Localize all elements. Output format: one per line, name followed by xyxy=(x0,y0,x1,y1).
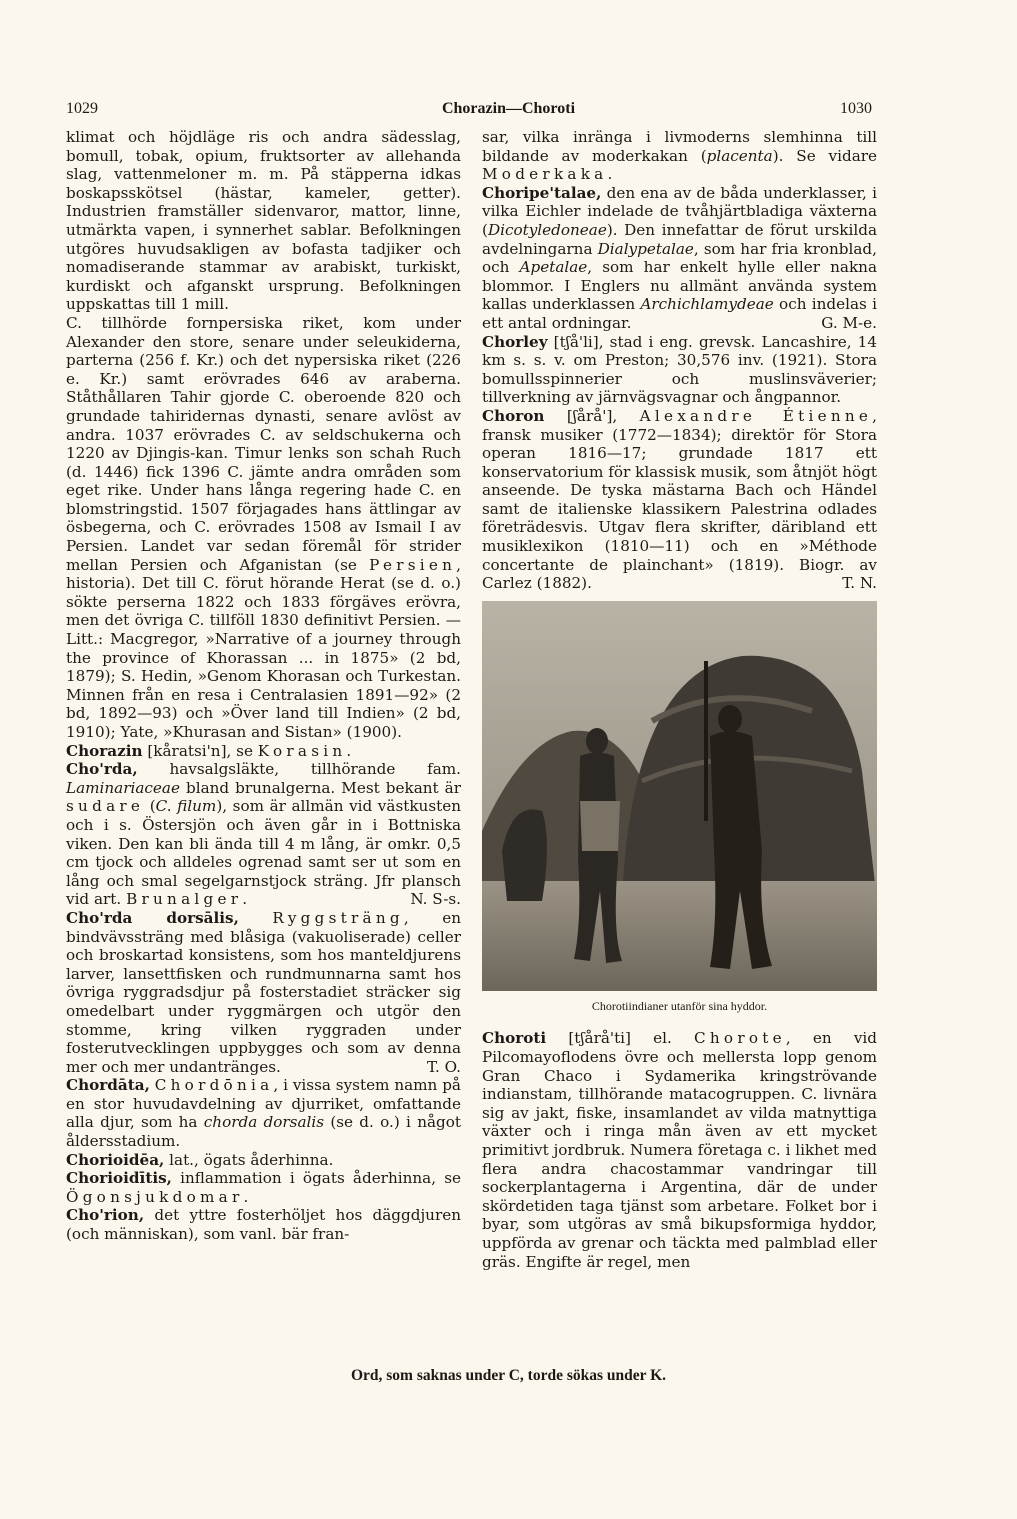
entry-headword: Chorioidītis, xyxy=(66,1169,172,1188)
cross-reference: Moderkaka xyxy=(482,165,608,184)
entry-headword: Cho'rion, xyxy=(66,1206,145,1225)
entry-choroti: Choroti [tʃårå'ti] el. Chorote, en vid Pilcomayoflodens övre och mellersta lopp genom Gran Chaco i Sydamerika kringströvande indianstam, tillhörande matacogruppen. C. livnära sig av jakt, fiske, insamlandet av vilda matnyttiga växter och i ringa mån även av ett mycket primitivt jordbruk. Numera företaga c. i likhet med flera andra chacostammar vandringar till sockerplantagerna i Argentina, där de under skördetiden taga tjänst som arbetare. Folket bor i byar, som utgöras av små bikupsformiga hyddor, uppförda av grenar och täckta med palmblad eller gräs. Engifte är regel, men xyxy=(482,1029,877,1271)
page-footer-note: Ord, som saknas under C, torde sökas under K. xyxy=(350,1367,667,1384)
cross-reference: Ögonsjukdomar xyxy=(66,1187,244,1206)
entry-headword: Cho'rda dorsālis, xyxy=(66,908,239,927)
entry-headword: Choroti xyxy=(482,1029,547,1048)
entry-chorda-dorsalis: Cho'rda dorsālis, Ryggsträng, en bindvävssträng med blåsiga (vakuoliserade) celler och broskartad konsistens, som hos manteldjurens larver, lansettfisken och rundmunnarna samt hos övriga ryggradsdjur på fosterstadiet sträcker sig omedelbart under ryggmärgen och utgör den stomme, kring vilken ryggraden under fosterutvecklingen uppbygges och som av denna mer och mer undantränges. T. O. xyxy=(66,908,461,1076)
author-signature: T. N. xyxy=(842,574,877,593)
entry-chorda: Cho'rda, havsalgsläkte, tillhörande fam. Laminariaceae bland brunalgerna. Mest bekant är sudare (C. filum), som är allmän vid västkusten och i s. Östersjön och även går in i Bottniska viken. Den kan bli ända till 4 m lång, är omkr. 0,5 cm tjock och alldeles ogrenad samt ser ut som en lång och smal segelgarnstjock sträng. Jfr plansch vid art. Brunalger. N. S-s. xyxy=(66,760,461,909)
page-number-left: 1029 xyxy=(66,100,98,117)
photograph-choroti-huts xyxy=(482,601,877,991)
cross-reference: Brunalger xyxy=(126,890,243,909)
page-number-right: 1030 xyxy=(840,100,872,117)
entry-chorley: Chorley [tʃå'li], stad i eng. grevsk. Lancashire, 14 km s. s. v. om Preston; 30,576 inv. (1921). Stora bomullsspinnerier och muslinsväverier; tillverkning av järnvägsvagnar och ångpannor. xyxy=(482,332,877,407)
entry-choron: Choron [ʃårå'], Alexandre Étienne, fransk musiker (1772—1834); direktör för Stora operan 1816—17; grundade 1817 ett konservatorium för klassisk musik, som åtnjöt högt anseende. De tyska mästarna Bach och Händel samt de italienske klassikern Palestrina odlades företrädesvis. Utgav flera skrifter, däribland ett musiklexikon (1810—11) och en »Méthode concertante de plainchant» (1819). Biogr. av Carlez (1882). T. N. xyxy=(482,406,877,593)
entry-headword: Chorioidēa, xyxy=(66,1150,165,1169)
right-column xyxy=(482,128,877,1271)
entry-chorazin: Chorazin [kåratsi'n], se Korasin. xyxy=(66,741,352,760)
running-title: Chorazin—Choroti xyxy=(441,100,576,117)
entry-headword: Cho'rda, xyxy=(66,760,138,779)
entry-chorioiditis: Chorioidītis, inflammation i ögats åderhinna, se Ögonsjukdomar. xyxy=(66,1169,461,1206)
entry-chorioidea: Chorioidēa, lat., ögats åderhinna. xyxy=(66,1150,334,1169)
entry-chordata: Chordāta, Chordōnia, i vissa system namn på en stor huvudavdelning av djurriket, omfattande alla djur, som ha chorda dorsalis (se d. o.) i något åldersstadium. xyxy=(66,1076,462,1151)
left-column xyxy=(66,128,461,1244)
entry-headword: Chorley xyxy=(482,332,548,351)
author-signature: G. M-e. xyxy=(821,313,877,332)
entry-headword: Chorazin xyxy=(66,741,143,760)
cross-reference: Persien xyxy=(369,555,457,574)
paragraph-khorasan-1: klimat och höjdläge ris och andra sädesslag, bomull, tobak, opium, fruktsorter av allehanda slag, vattenmeloner m. m. På stäpperna idkas boskapsskötsel (hästar, kameler, getter). Industrien framställer sidenvaror, mattor, linne, utmärkta vapen, i synnerhet sablar. Befolkningen utgöres huvudsakligen av bofasta tadjiker och nomadiserande stammar av arabiskt, turkiskt, kurdiskt och afganskt ursprung. Befolkningen uppskattas till 1 mill. xyxy=(66,128,461,314)
entry-headword: Choripe'talae, xyxy=(482,183,602,202)
author-signature: N. S-s. xyxy=(410,890,461,909)
author-signature: T. O. xyxy=(427,1057,461,1076)
entry-headword: Chordāta, xyxy=(66,1076,150,1095)
paragraph-khorasan-history: C. tillhörde fornpersiska riket, kom under Alexander den store, senare under seleukiderna, parterna (256 f. Kr.) och det nypersiska riket (226 e. Kr.) samt erövrades 646 av araberna. Ståthållaren Tahir gjorde C. oberoende 820 och grundade tahiridernas dynasti, senare avlöst av andra. 1037 erövrades C. av seldschukerna och 1220 av Djingis-kan. Timur lenks son schah Ruch (d. 1446) fick 1396 C. jämte andra områden som eget rike. Under hans långa regering hade C. en blomstringstid. 1507 förjagades hans ättlingar av ösbegerna, och C. erövrades 1508 av Ismail I av Persien. Landet var sedan föremål för strider mellan Persien och Afganistan (se Persien, historia). Det till C. förut hörande Herat (se d. o.) sökte perserna 1822 och 1833 förgäves erövra, men det övriga C. tillföll 1830 definitivt Persien. — Litt.: Macgregor, »Narrative of a journey through the province of Khorassan ... in 1875» (2 bd, 1879); S. Hedin, »Genom Khorasan och Turkestan. Minnen från en resa i Centralasien 1891—92» (2 bd, 1892—93) och »Över land till Indien» (2 bd, 1910); Yate, »Khurasan and Sistan» (1900). xyxy=(66,313,461,741)
entry-chorion: Cho'rion, det yttre fosterhöljet hos däggdjuren (och människan), som vanl. bär fran- xyxy=(66,1206,461,1244)
entry-chorion-continued: sar, vilka inränga i livmoderns slemhinna till bildande av moderkakan (placenta). Se vidare Moderkaka. xyxy=(482,128,878,184)
figure-caption: Chorotiindianer utanför sina hyddor. xyxy=(591,998,768,1013)
entry-choripetalae: Choripe'talae, den ena av de båda underklasser, i vilka Eichler indelade de tvåhjärtbladiga växterna (Dicotyledoneae). Den innefattar de förut urskilda avdelningarna Dialypetalae, som har fria kronblad, och Apetalae, som har enkelt hylle eller nakna blommor. I Englers nu allmänt använda system kallas underklassen Archichlamydeae och indelas i ett antal ordningar. G. M-e. xyxy=(482,183,878,332)
cross-reference: Korasin xyxy=(257,741,347,760)
photograph-illustration xyxy=(482,601,877,991)
entry-headword: Choron xyxy=(482,406,545,425)
